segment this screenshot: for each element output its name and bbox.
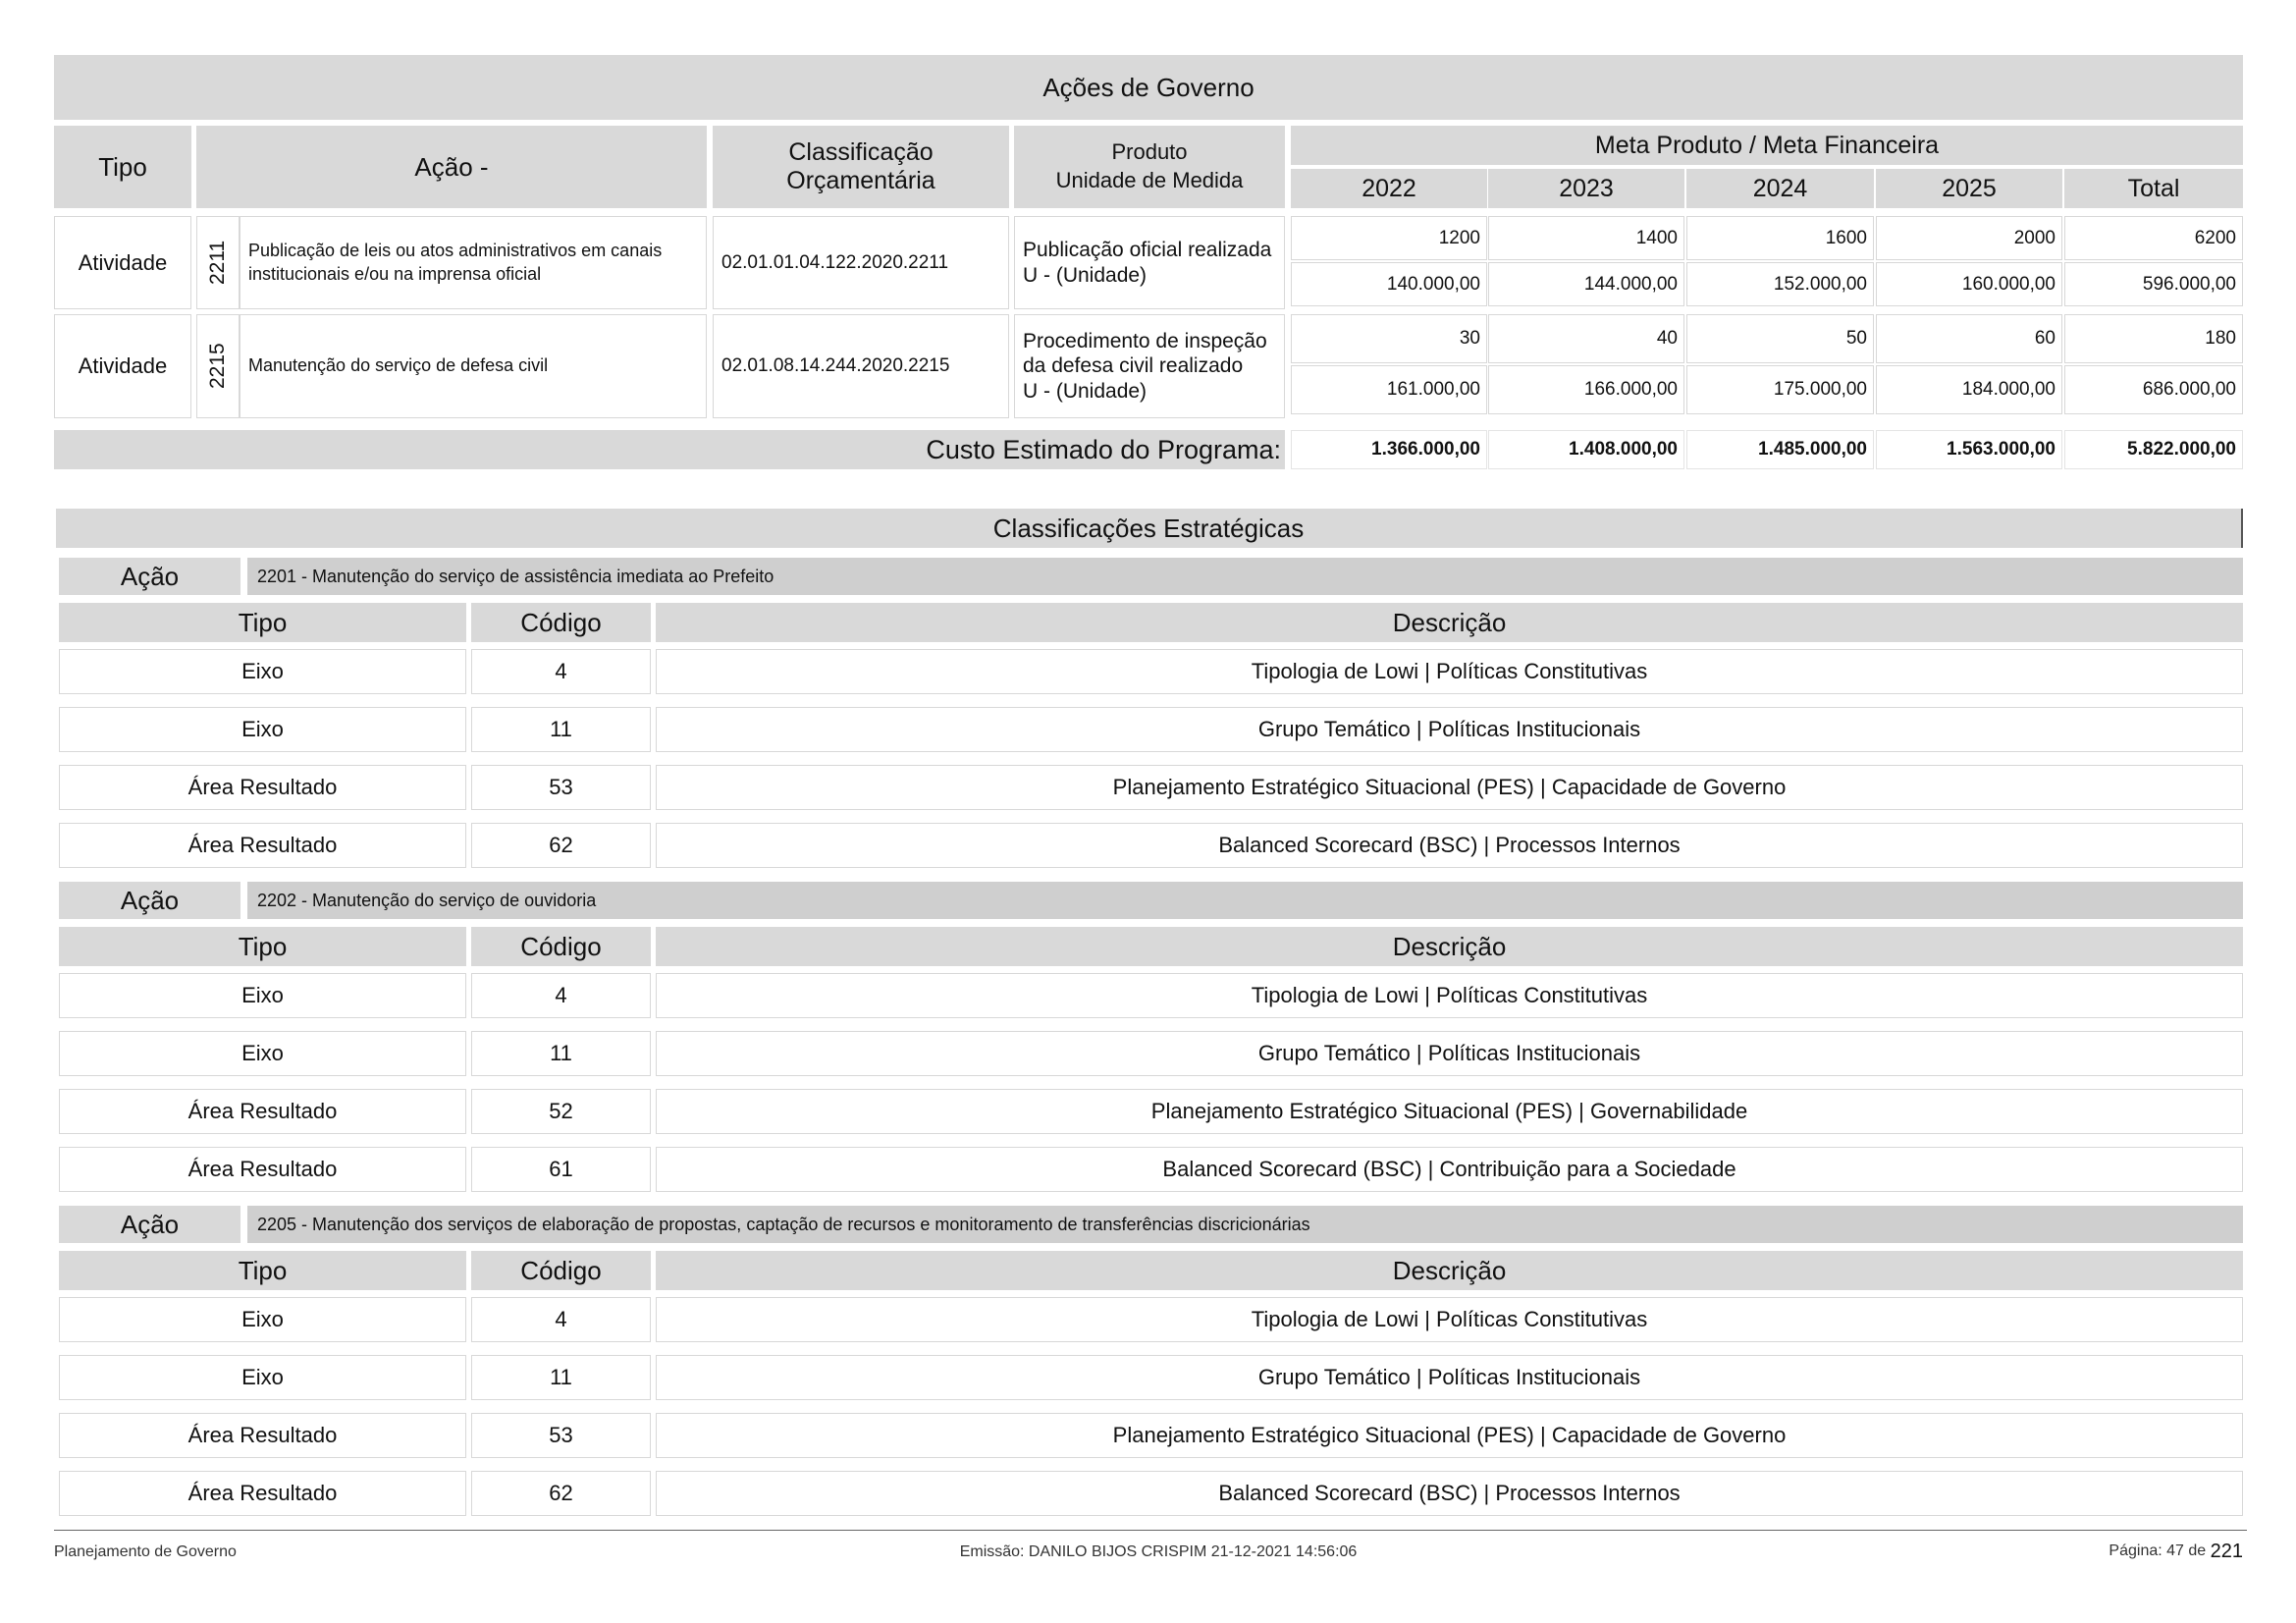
classificacao-descricao: Balanced Scorecard (BSC) | Processos Internos [656,1471,2243,1516]
meta-produto-value: 6200 [2064,216,2243,260]
header-year-2022: 2022 [1291,169,1487,208]
acao-produto: Procedimento de inspeção da defesa civil realizado U - (Unidade) [1014,314,1285,418]
custo-value: 1.408.000,00 [1488,430,1684,469]
footer-divider [54,1530,2247,1531]
classificacao-tipo: Área Resultado [59,1413,466,1458]
page-total: 221 [2210,1540,2243,1562]
classificacao-descricao: Grupo Temático | Políticas Institucionais [656,1355,2243,1400]
header-year-2024: 2024 [1686,169,1874,208]
classificacao-codigo: 11 [471,1031,651,1076]
header-year-Total: Total [2064,169,2243,208]
classificacao-codigo: 61 [471,1147,651,1192]
meta-produto-value: 1600 [1686,216,1874,260]
meta-financeira-value: 184.000,00 [1876,365,2062,414]
acao-codigo: 2211 [196,216,240,309]
acao-tipo: Atividade [54,314,191,418]
col-codigo: Código [471,603,651,642]
custo-value: 1.563.000,00 [1876,430,2062,469]
custo-label: Custo Estimado do Programa: [54,430,1285,469]
acao-title: 2205 - Manutenção dos serviços de elaboração de propostas, captação de recursos e monitoramento de transferências discricionárias [247,1206,2243,1243]
meta-produto-value: 40 [1488,314,1684,363]
classificacao-descricao: Tipologia de Lowi | Políticas Constitutivas [656,1297,2243,1342]
custo-value: 5.822.000,00 [2064,430,2243,469]
col-codigo: Código [471,927,651,966]
meta-produto-value: 30 [1291,314,1487,363]
custo-value: 1.366.000,00 [1291,430,1487,469]
classificacao-descricao: Grupo Temático | Políticas Institucionais [656,707,2243,752]
acao-codigo: 2215 [196,314,240,418]
classificacao-codigo: 53 [471,1413,651,1458]
classificacao-codigo: 52 [471,1089,651,1134]
meta-financeira-value: 161.000,00 [1291,365,1487,414]
meta-financeira-value: 596.000,00 [2064,262,2243,306]
col-descricao: Descrição [656,1251,2243,1290]
col-tipo: Tipo [59,1251,466,1290]
classificacao-tipo: Área Resultado [59,1471,466,1516]
header-classificacao: Classificação Orçamentária [713,126,1009,208]
header-year-2025: 2025 [1876,169,2062,208]
meta-produto-value: 60 [1876,314,2062,363]
classificacao-codigo: 62 [471,1471,651,1516]
classificacao-tipo: Área Resultado [59,1147,466,1192]
acao-descricao: Manutenção do serviço de defesa civil [240,314,707,418]
classificacao-tipo: Eixo [59,649,466,694]
classificacao-codigo: 4 [471,1297,651,1342]
classificacao-codigo: 11 [471,1355,651,1400]
col-descricao: Descrição [656,927,2243,966]
header-tipo: Tipo [54,126,191,208]
footer-left: Planejamento de Governo [54,1543,237,1560]
footer-page [1865,1538,2243,1565]
meta-financeira-value: 140.000,00 [1291,262,1487,306]
meta-produto-value: 180 [2064,314,2243,363]
meta-financeira-value: 686.000,00 [2064,365,2243,414]
meta-produto-value: 2000 [1876,216,2062,260]
acao-classificacao: 02.01.01.04.122.2020.2211 [713,216,1009,309]
classificacao-descricao: Tipologia de Lowi | Políticas Constitutivas [656,973,2243,1018]
classificacao-tipo: Eixo [59,1297,466,1342]
classificacao-descricao: Planejamento Estratégico Situacional (PES) | Governabilidade [656,1089,2243,1134]
acao-label: Ação [59,1206,240,1243]
page-number-label: Página: 47 de [2109,1542,2211,1559]
classificacao-tipo: Área Resultado [59,823,466,868]
meta-financeira-value: 175.000,00 [1686,365,1874,414]
acao-title: 2202 - Manutenção do serviço de ouvidoria [247,882,2243,919]
col-codigo: Código [471,1251,651,1290]
col-tipo: Tipo [59,603,466,642]
header-produto: Produto Unidade de Medida [1014,126,1285,208]
classificacao-codigo: 4 [471,649,651,694]
col-descricao: Descrição [656,603,2243,642]
header-meta: Meta Produto / Meta Financeira [1291,126,2243,165]
classificacao-tipo: Área Resultado [59,765,466,810]
classificacoes-title-bar: Classificações Estratégicas [56,509,2243,548]
acao-tipo: Atividade [54,216,191,309]
classificacao-tipo: Eixo [59,1355,466,1400]
acao-descricao: Publicação de leis ou atos administrativos em canais institucionais e/ou na imprensa oficial [240,216,707,309]
footer-emissao: Emissão: DANILO BIJOS CRISPIM 21-12-2021 14:56:06 [959,1543,1358,1560]
classificacao-tipo: Área Resultado [59,1089,466,1134]
classificacao-tipo: Eixo [59,973,466,1018]
classificacao-tipo: Eixo [59,707,466,752]
classificacao-codigo: 62 [471,823,651,868]
acao-title: 2201 - Manutenção do serviço de assistência imediata ao Prefeito [247,558,2243,595]
meta-financeira-value: 144.000,00 [1488,262,1684,306]
meta-financeira-value: 160.000,00 [1876,262,2062,306]
classificacao-descricao: Balanced Scorecard (BSC) | Contribuição para a Sociedade [656,1147,2243,1192]
classificacao-tipo: Eixo [59,1031,466,1076]
classificacao-descricao: Planejamento Estratégico Situacional (PES) | Capacidade de Governo [656,1413,2243,1458]
classificacao-codigo: 11 [471,707,651,752]
acao-label: Ação [59,882,240,919]
classificacao-descricao: Tipologia de Lowi | Políticas Constitutivas [656,649,2243,694]
meta-financeira-value: 152.000,00 [1686,262,1874,306]
acao-label: Ação [59,558,240,595]
acao-produto: Publicação oficial realizada U - (Unidade) [1014,216,1285,309]
custo-value: 1.485.000,00 [1686,430,1874,469]
classificacao-descricao: Planejamento Estratégico Situacional (PES) | Capacidade de Governo [656,765,2243,810]
header-year-2023: 2023 [1488,169,1684,208]
meta-produto-value: 1200 [1291,216,1487,260]
classificacao-descricao: Grupo Temático | Políticas Institucionais [656,1031,2243,1076]
meta-produto-value: 1400 [1488,216,1684,260]
meta-produto-value: 50 [1686,314,1874,363]
col-tipo: Tipo [59,927,466,966]
meta-financeira-value: 166.000,00 [1488,365,1684,414]
header-acao: Ação - [196,126,707,208]
acoes-title-bar: Ações de Governo [54,55,2243,120]
classificacao-codigo: 4 [471,973,651,1018]
classificacao-descricao: Balanced Scorecard (BSC) | Processos Internos [656,823,2243,868]
classificacao-codigo: 53 [471,765,651,810]
acao-classificacao: 02.01.08.14.244.2020.2215 [713,314,1009,418]
